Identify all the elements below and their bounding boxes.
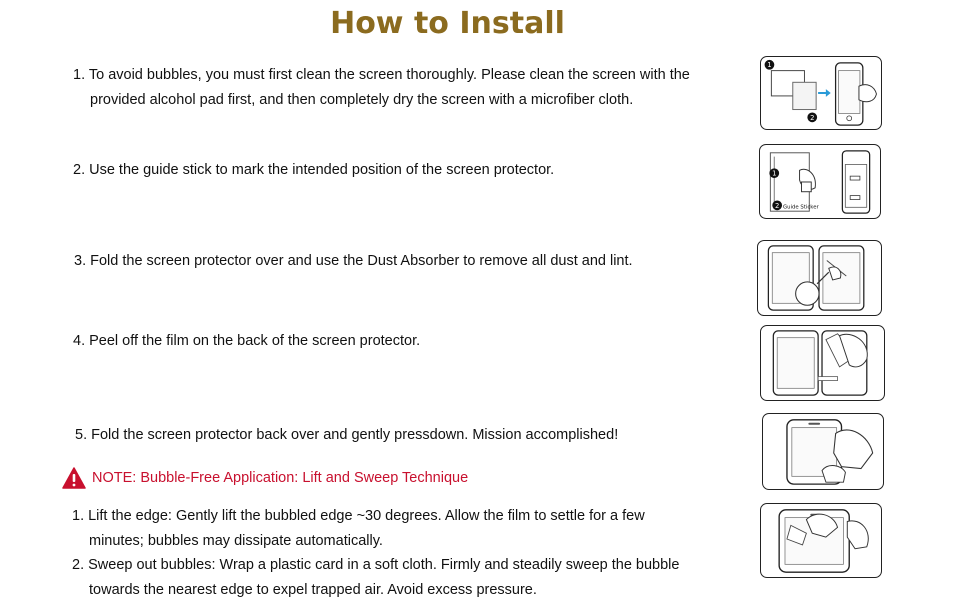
lift-sweep-illustration: [760, 503, 882, 578]
step-1-line-1: 1. To avoid bubbles, you must first clean the screen thoroughly. Please clean the screen with the: [73, 67, 690, 83]
step-5-line-1: 5. Fold the screen protector back over and gently pressdown. Mission accomplished!: [75, 427, 619, 443]
step-2: [73, 158, 554, 183]
callout-2: 2: [775, 201, 780, 210]
step-1: [73, 63, 690, 113]
tip-2: [72, 553, 679, 603]
note-text: NOTE: Bubble-Free Application: Lift and Sweep Technique: [92, 470, 469, 486]
guide-stick-illustration: [759, 144, 881, 219]
step-3-line-1: 3. Fold the screen protector over and use the Dust Absorber to remove all dust and lint.: [74, 253, 633, 269]
dust-absorber-illustration: [757, 240, 882, 316]
step-5: [75, 423, 618, 448]
tip-1-line-1: 1. Lift the edge: Gently lift the bubbled edge ~30 degrees. Allow the film to settle for a few: [72, 508, 645, 524]
page-title: How to Install: [330, 6, 565, 41]
callout-1: 1: [772, 169, 777, 178]
note-heading: [62, 467, 468, 489]
step-1-line-2: provided alcohol pad first, and then completely dry the screen with a microfiber cloth.: [90, 92, 634, 108]
step-3: [74, 249, 633, 274]
clean-screen-illustration: [760, 56, 882, 130]
step-4: [73, 329, 420, 354]
warning-icon: [62, 467, 86, 489]
guide-sticker-tag: Guide Sticker: [783, 204, 819, 211]
press-down-illustration: [762, 413, 884, 490]
callout-1: 1: [767, 61, 772, 70]
tip-2-line-2: towards the nearest edge to expel trapped air. Avoid excess pressure.: [89, 582, 537, 598]
tip-2-line-1: 2. Sweep out bubbles: Wrap a plastic card in a soft cloth. Firmly and steadily sweep the bubble: [72, 557, 680, 573]
tip-1-line-2: minutes; bubbles may dissipate automatically.: [89, 533, 383, 549]
step-4-line-1: 4. Peel off the film on the back of the screen protector.: [73, 333, 421, 349]
peel-film-illustration: [760, 325, 885, 401]
callout-2: 2: [810, 113, 815, 122]
tip-1: [72, 504, 645, 554]
step-2-line-1: 2. Use the guide stick to mark the intended position of the screen protector.: [73, 162, 555, 178]
